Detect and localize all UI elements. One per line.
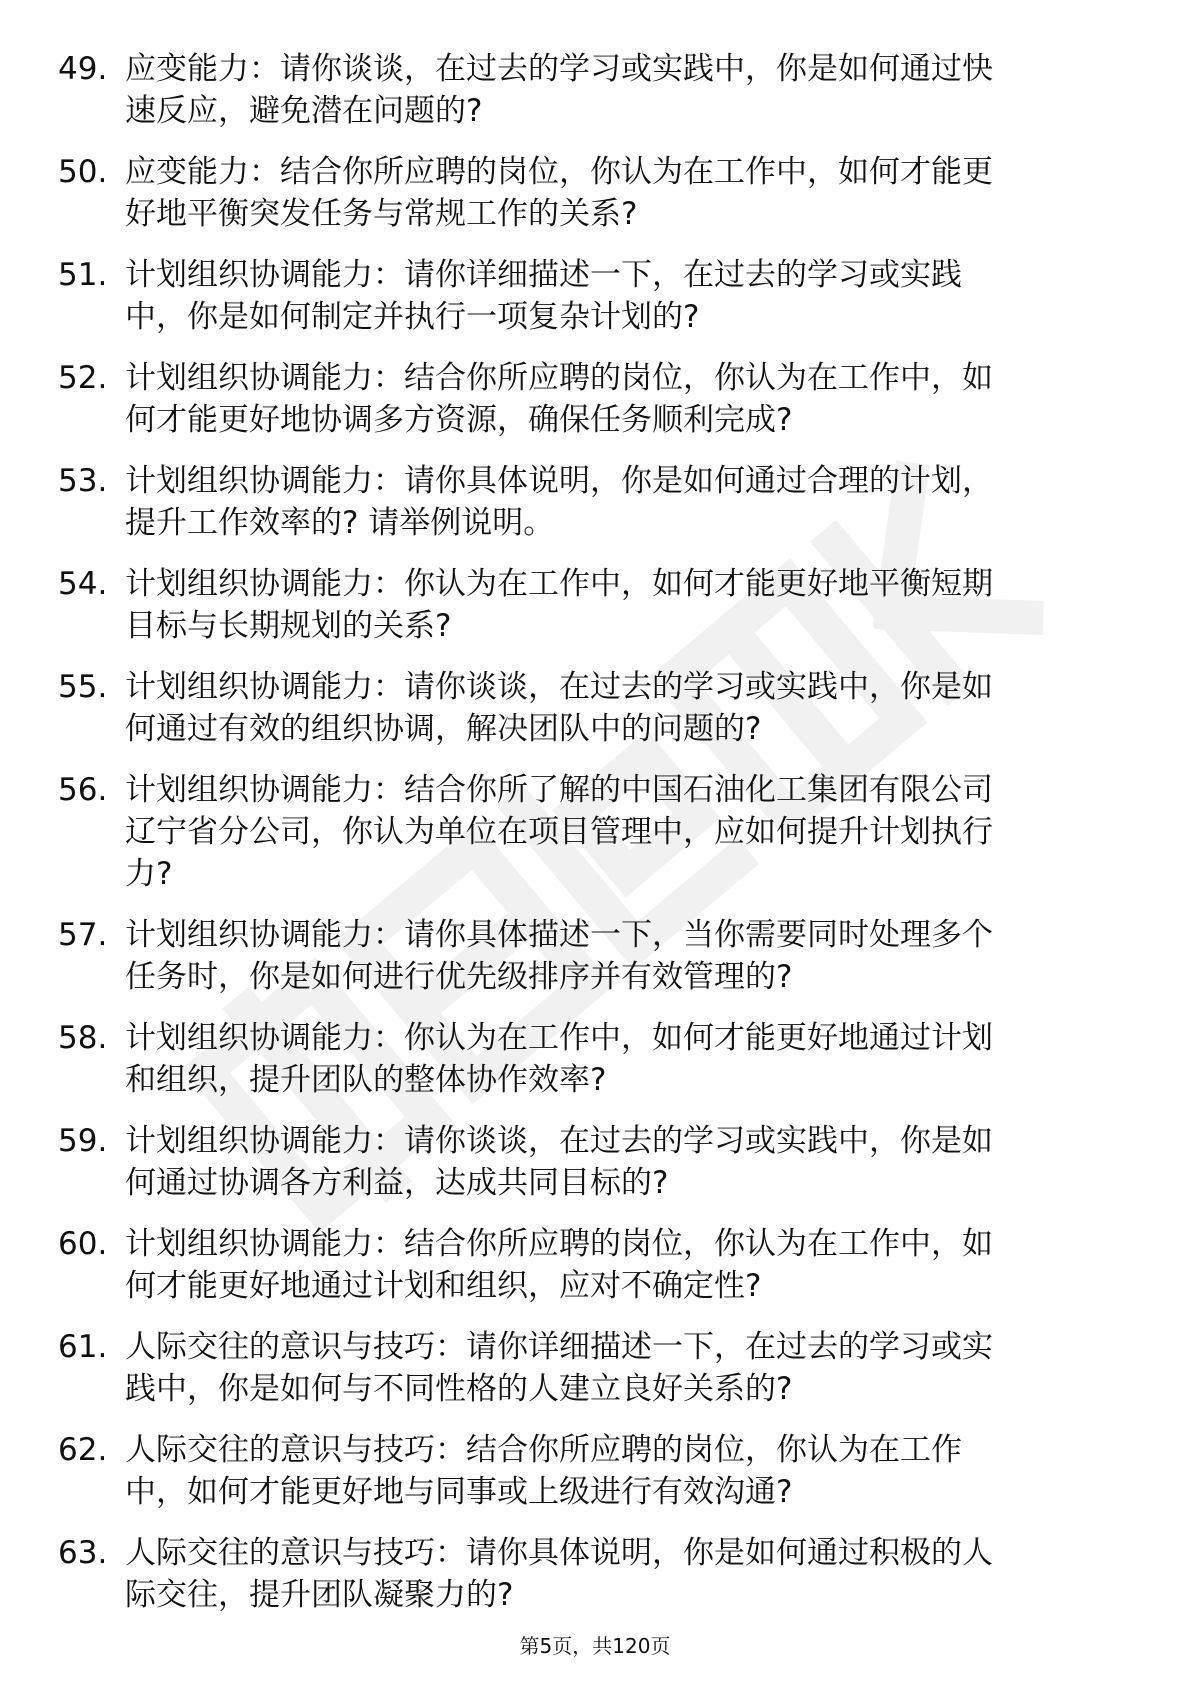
question-item (0, 1326, 1190, 1410)
question-text: 人际交往的意识与技巧：结合你所应聘的岗位，你认为在工作 中，如何才能更好地与同事或上级进行有效沟通? (125, 1432, 962, 1510)
page-footer: 第5页，共120页 (519, 1634, 671, 1658)
question-number: 50. (58, 154, 108, 190)
question-text: 人际交往的意识与技巧：请你具体说明，你是如何通过积极的人 际交往，提升团队凝聚力的? (125, 1535, 993, 1613)
question-item (0, 666, 1190, 750)
question-item (0, 563, 1190, 647)
question-text: 应变能力：请你谈谈，在过去的学习或实践中，你是如何通过快 速反应，避免潜在问题的? (125, 51, 993, 129)
question-item (0, 254, 1190, 338)
question-number: 62. (58, 1432, 108, 1468)
question-item (0, 151, 1190, 235)
question-text: 计划组织协调能力：请你详细描述一下，在过去的学习或实践 中，你是如何制定并执行一项复杂计划的? (125, 257, 962, 335)
question-text: 计划组织协调能力：请你谈谈，在过去的学习或实践中，你是如 何通过有效的组织协调，解决团队中的问题的? (125, 669, 993, 747)
question-number: 53. (58, 463, 108, 499)
question-item (0, 914, 1190, 998)
question-item (0, 357, 1190, 441)
question-text: 计划组织协调能力：你认为在工作中，如何才能更好地通过计划 和组织，提升团队的整体协作效率? (125, 1020, 993, 1098)
question-text: 计划组织协调能力：请你谈谈，在过去的学习或实践中，你是如 何通过协调各方利益，达成共同目标的? (125, 1123, 993, 1201)
question-text: 应变能力：结合你所应聘的岗位，你认为在工作中，如何才能更 好地平衡突发任务与常规工作的关系? (125, 154, 993, 232)
question-item (0, 1223, 1190, 1307)
question-text: 人际交往的意识与技巧：请你详细描述一下，在过去的学习或实 践中，你是如何与不同性格的人建立良好关系的? (125, 1329, 993, 1407)
question-number: 63. (58, 1535, 108, 1571)
question-item (0, 1429, 1190, 1513)
question-text: 计划组织协调能力：结合你所了解的中国石油化工集团有限公司 辽宁省分公司，你认为单位在项目管理中，应如何提升计划执行 力? (125, 772, 993, 892)
question-number: 56. (58, 772, 108, 808)
question-text: 计划组织协调能力：结合你所应聘的岗位，你认为在工作中，如 何才能更好地通过计划和组织，应对不确定性? (125, 1226, 993, 1304)
question-number: 58. (58, 1020, 108, 1056)
question-number: 55. (58, 669, 108, 705)
question-item (0, 1017, 1190, 1101)
question-text: 计划组织协调能力：你认为在工作中，如何才能更好地平衡短期 目标与长期规划的关系? (125, 566, 993, 644)
question-item (0, 48, 1190, 132)
question-list (0, 48, 1190, 1635)
question-number: 60. (58, 1226, 108, 1262)
question-item (0, 1532, 1190, 1616)
question-number: 61. (58, 1329, 108, 1365)
question-text: 计划组织协调能力：结合你所应聘的岗位，你认为在工作中，如 何才能更好地协调多方资源，确保任务顺利完成? (125, 360, 993, 438)
question-item (0, 460, 1190, 544)
question-number: 59. (58, 1123, 108, 1159)
question-number: 52. (58, 360, 108, 396)
question-number: 49. (58, 51, 108, 87)
question-item (0, 769, 1190, 895)
question-number: 54. (58, 566, 108, 602)
question-number: 51. (58, 257, 108, 293)
question-text: 计划组织协调能力：请你具体描述一下，当你需要同时处理多个 任务时，你是如何进行优先级排序并有效管理的? (125, 917, 993, 995)
question-text: 计划组织协调能力：请你具体说明，你是如何通过合理的计划， 提升工作效率的? 请举例说明。 (125, 463, 993, 541)
question-item (0, 1120, 1190, 1204)
question-number: 57. (58, 917, 108, 953)
